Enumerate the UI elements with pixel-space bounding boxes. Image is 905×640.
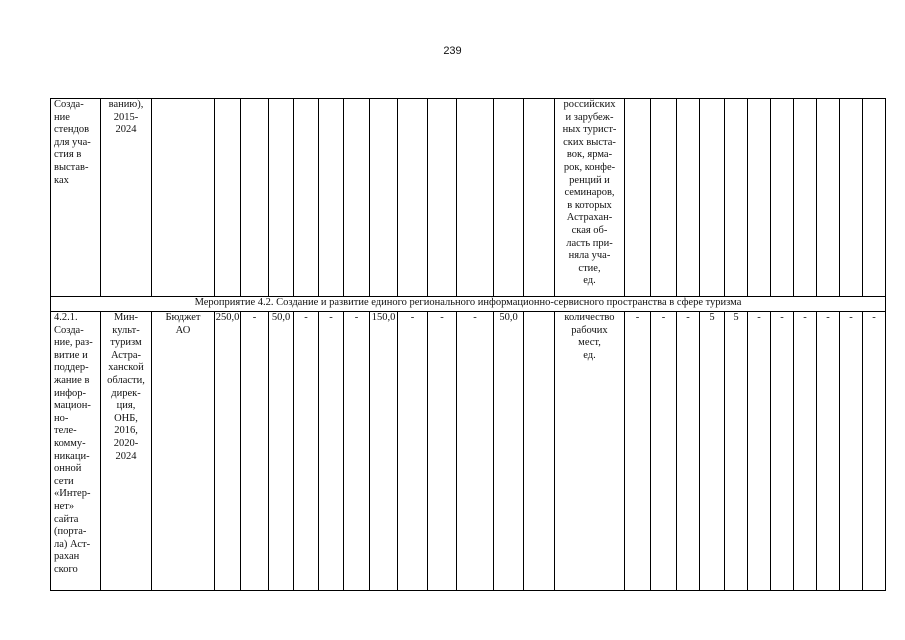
finance-cell: - — [398, 312, 428, 591]
cell-text-line: области, — [107, 374, 145, 386]
cell-text-line: (порта- — [54, 526, 87, 538]
cell-text-line: Астра- — [110, 349, 142, 361]
finance-cell: 50,0 — [269, 312, 294, 591]
target-cell: - — [651, 312, 677, 591]
cell-text-line: инфор- — [54, 387, 87, 399]
section-header-row — [51, 297, 886, 312]
target-cell: - — [748, 312, 771, 591]
cell-text-line: 2015- — [113, 111, 139, 123]
section-header: Мероприятие 4.2. Создание и развитие единого регионального информационно-сервисного пространства в сфере туризма — [51, 297, 886, 312]
cell-text-line: комму- — [54, 437, 86, 449]
target-cell: 5 — [725, 312, 748, 591]
finance-cell: 250,0 — [215, 312, 241, 591]
finance-cell: - — [428, 312, 457, 591]
cell-text-line: но- — [54, 412, 69, 424]
finance-cell: - — [294, 312, 319, 591]
target-cell: - — [677, 312, 700, 591]
measure-name-cell — [51, 99, 101, 297]
target-cell: - — [840, 312, 863, 591]
cell-text-line: Бюджет — [165, 312, 201, 323]
cell-text-line: количество — [564, 312, 615, 323]
cell-text-line: ласть при- — [566, 237, 613, 249]
cell-text-line: выстав- — [54, 161, 89, 173]
cell-text-line: ОНБ, — [114, 412, 138, 424]
cell-text-line: российских — [563, 99, 616, 110]
cell-text-line: ках — [54, 174, 69, 186]
cell-text-line: 2024 — [115, 124, 137, 136]
finance-cell: - — [241, 312, 269, 591]
cell-text-line: рок, конфе- — [563, 161, 616, 173]
cell-text-line: ных турист- — [562, 124, 617, 136]
cell-text-line: ских выста- — [563, 136, 616, 148]
cell-text-line: дирек- — [111, 387, 141, 399]
finance-cell: 50,0 — [494, 312, 524, 591]
indicator-cell — [555, 99, 625, 297]
cell-text-line: 2016, — [114, 425, 138, 437]
cell-text-line: ние — [54, 111, 70, 123]
cell-text-line: и зарубеж- — [565, 111, 614, 123]
measure-name-cell — [51, 312, 101, 591]
cell-text-line: ние, раз- — [54, 337, 93, 349]
cell-text-line: рахан — [54, 551, 80, 563]
responsible-cell — [101, 99, 152, 297]
source-cell — [152, 99, 215, 297]
finance-cell: - — [344, 312, 370, 591]
cell-text-line: мест, — [578, 337, 601, 349]
target-cell: - — [817, 312, 840, 591]
cell-text-line: ского — [54, 563, 78, 575]
cell-text-line: 2020- — [113, 437, 139, 449]
cell-text-line: ванию), — [108, 99, 144, 110]
cell-text-line: Астрахан- — [566, 212, 613, 224]
cell-text-line: в которых — [567, 199, 612, 211]
cell-text-line: теле- — [54, 425, 77, 437]
cell-text-line: рабочих — [571, 324, 608, 336]
cell-text-line: ед. — [583, 349, 596, 361]
cell-text-line: 4.2.1. — [54, 312, 78, 323]
cell-text-line: няла уча- — [568, 250, 611, 262]
responsible-cell — [101, 312, 152, 591]
target-cell: - — [794, 312, 817, 591]
source-cell — [152, 312, 215, 591]
cell-text-line: жание в — [54, 374, 90, 386]
target-cell: - — [771, 312, 794, 591]
target-cell: - — [625, 312, 651, 591]
cell-text-line: культ- — [112, 324, 140, 336]
cell-text-line: ла) Аст- — [54, 538, 91, 550]
cell-text-line: для уча- — [54, 136, 91, 148]
cell-text-line: витие и — [54, 349, 88, 361]
finance-cell: - — [319, 312, 344, 591]
cell-text-line: стия в — [54, 149, 82, 161]
cell-text-line: поддер- — [54, 362, 89, 374]
cell-text-line: Созда- — [54, 324, 84, 336]
finance-cell: - — [457, 312, 494, 591]
cell-text-line: никаци- — [54, 450, 90, 462]
cell-text-line: «Интер- — [54, 488, 91, 500]
cell-text-line: 2024 — [115, 450, 137, 462]
cell-text-line: нет» — [54, 500, 75, 512]
cell-text-line: Созда- — [54, 99, 84, 110]
cell-text-line: стендов — [54, 124, 90, 136]
target-cell: - — [863, 312, 886, 591]
cell-text-line: мацион- — [54, 400, 91, 412]
page-number: 239 — [443, 45, 462, 57]
finance-cell: 150,0 — [370, 312, 398, 591]
indicator-cell — [555, 312, 625, 591]
cell-text-line: семинаров, — [564, 187, 615, 199]
cell-text-line: стие, — [578, 262, 601, 274]
cell-text-line: ед. — [583, 275, 596, 287]
cell-text-line: ханской — [108, 362, 144, 374]
table-row-portal — [51, 312, 886, 591]
cell-text-line: ция, — [116, 400, 136, 412]
cell-text-line: онной — [54, 463, 82, 475]
cell-text-line: ская об- — [571, 224, 608, 236]
cell-text-line: АО — [175, 324, 191, 336]
cell-text-line: туризм — [110, 337, 142, 349]
table-row-stands — [51, 99, 886, 297]
cell-text-line: Мин- — [113, 312, 139, 323]
target-cell: 5 — [700, 312, 725, 591]
cell-text-line: ренций и — [569, 174, 610, 186]
cell-text-line: сайта — [54, 513, 79, 525]
cell-text-line: вок, ярма- — [566, 149, 613, 161]
budget-table — [50, 98, 886, 591]
cell-text-line: сети — [54, 475, 74, 487]
